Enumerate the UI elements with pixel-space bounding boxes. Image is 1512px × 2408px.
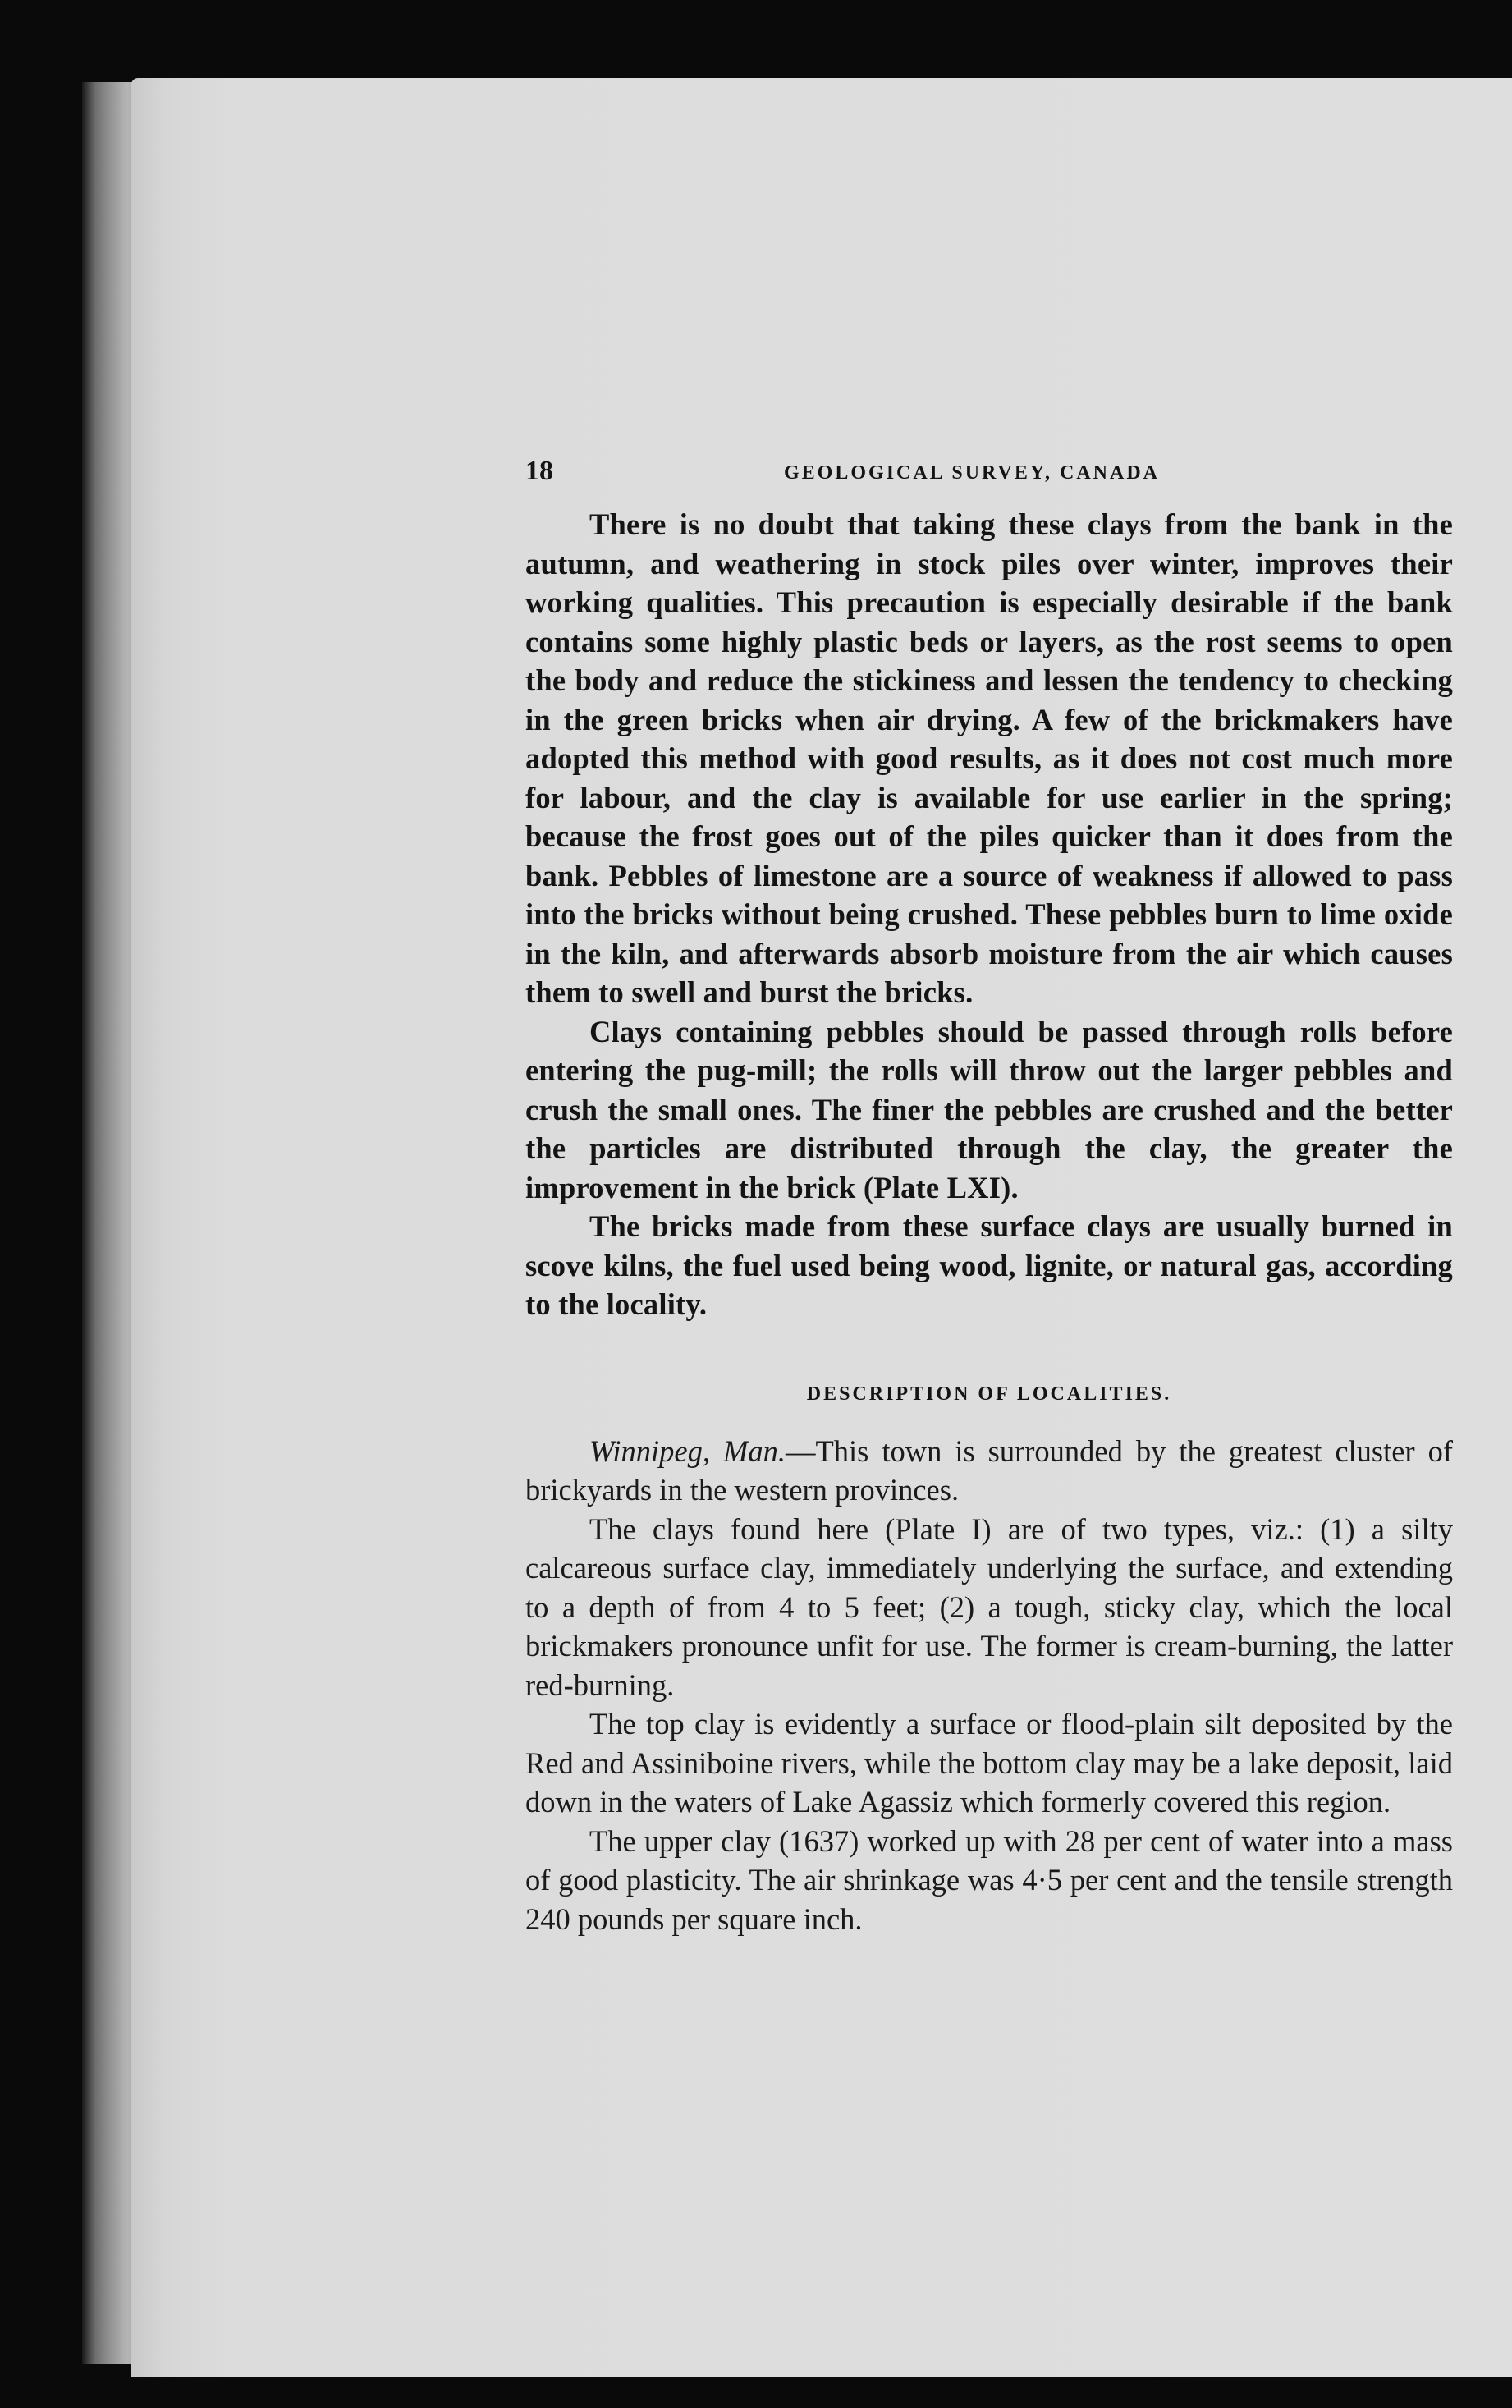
section-text bbox=[525, 1432, 1453, 1939]
paragraph: Clays containing pebbles should be passed through rolls before entering the pug-mill; the rolls will throw out the larger pebbles and crush the small ones. The finer the pebbles are crushed and the better the particles are distributed through the clay, the greater the improvement in the brick (Plate LXI). bbox=[525, 1014, 1453, 1204]
paragraph: There is no doubt that taking these clays from the bank in the autumn, and weathering in stock piles over winter, improves their working qualities. This precaution is especially desirable if the bank contains some highly plastic beds or layers, as the rost seems to open the body and reduce the stickiness and lessen the tendency to checking in the green bricks when air drying. A few of the brickmakers have adopted this method with good results, as it does not cost much more for labour, and the clay is available for use earlier in the spring; because the frost goes out of the piles quicker than it does from the bank. Pebbles of limestone are a source of weakness if allowed to pass into the bricks without being crushed. These pebbles burn to lime oxide in the kiln, and afterwards absorb moisture from the air which causes them to swell and burst the bricks. bbox=[525, 507, 1453, 1009]
section-heading: DESCRIPTION OF LOCALITIES. bbox=[806, 1383, 1172, 1405]
paragraph bbox=[525, 1432, 1453, 1510]
paragraph: The bricks made from these surface clays are usually burned in scove kilns, the fuel used being wood, lignite, or natural gas, according to the locality. bbox=[525, 1209, 1453, 1321]
page-content bbox=[525, 456, 1453, 1938]
paragraph-text: —This town is surrounded by the greatest cluster of brickyards in the western provinces. bbox=[525, 1433, 1453, 1507]
place-name: Winnipeg, Man. bbox=[589, 1433, 786, 1468]
body-text bbox=[525, 505, 1453, 1324]
running-head bbox=[525, 456, 1453, 505]
running-title: GEOLOGICAL SURVEY, CANADA bbox=[784, 462, 1161, 484]
scanned-page bbox=[131, 78, 1512, 2377]
page-number: 18 bbox=[525, 456, 553, 486]
paragraph: The upper clay (1637) worked up with 28 per cent of water into a mass of good plasticity. The air shrinkage was 4·5 per cent and the tensile strength 240 pounds per square inch. bbox=[525, 1823, 1453, 1936]
paragraph: The clays found here (Plate I) are of two types, viz.: (1) a silty calcareous surface clay, immediately underlying the surface, and extending to a depth of from 4 to 5 feet; (2) a tough, sticky clay, which the local brickmakers pronounce unfit for use. The former is cream-burning, the latter red-burning. bbox=[525, 1511, 1453, 1702]
paragraph: The top clay is evidently a surface or flood-plain silt deposited by the Red and Assiniboine rivers, while the bottom clay may be a lake deposit, laid down in the waters of Lake Agassiz which formerly covered this region. bbox=[525, 1707, 1453, 1819]
